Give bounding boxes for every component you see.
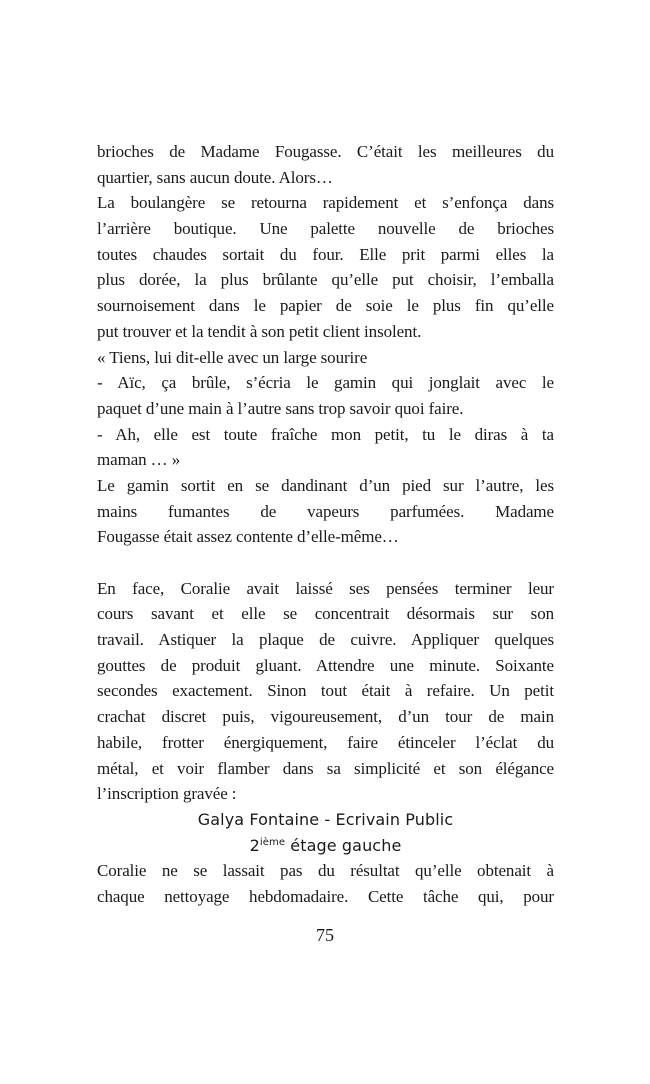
text-line: l’inscription gravée : xyxy=(97,784,237,804)
paragraph-part1 xyxy=(97,139,554,550)
plaque-floor-line xyxy=(97,833,554,859)
text-line: plus dorée, la plus brûlante qu’elle put choisir, l’emballa xyxy=(97,270,554,290)
text-line: Le gamin sortit en se dandinant d’un pied sur l’autre, les xyxy=(97,475,554,495)
text-line: travail. Astiquer la plaque de cuivre. Appliquer quelques xyxy=(97,630,554,650)
text-line: Coralie ne se lassait pas du résultat qu’elle obtenait à xyxy=(97,861,554,881)
page-body xyxy=(97,139,554,910)
text-line: secondes exactement. Sinon tout était à refaire. Un petit xyxy=(97,681,554,701)
plaque-floor-text: étage gauche xyxy=(285,835,402,855)
text-line: « Tiens, lui dit-elle avec un large sourire xyxy=(97,347,368,367)
engraved-plaque-inscription xyxy=(97,807,554,858)
paragraph-part2 xyxy=(97,576,554,807)
text-line: chaque nettoyage hebdomadaire. Cette tâche qui, pour xyxy=(97,886,554,906)
paragraph-gap xyxy=(97,550,554,576)
paragraph-part3 xyxy=(97,858,554,909)
text-line: mains fumantes de vapeurs parfumées. Madame xyxy=(97,501,554,521)
text-line: put trouver et la tendit à son petit client insolent. xyxy=(97,321,422,341)
text-line: cours savant et elle se concentrait désormais sur son xyxy=(97,604,554,624)
text-line: - Ah, elle est toute fraîche mon petit, tu le diras à ta xyxy=(97,424,554,444)
text-line: brioches de Madame Fougasse. C’était les meilleures du xyxy=(97,142,554,161)
text-line: - Aïc, ça brûle, s’écria le gamin qui jonglait avec le xyxy=(97,373,554,393)
text-line: Fougasse était assez contente d’elle-même… xyxy=(97,527,399,547)
text-line: sournoisement dans le papier de soie le plus fin qu’elle xyxy=(97,296,554,316)
text-line: l’arrière boutique. Une palette nouvelle de brioches xyxy=(97,219,554,239)
text-line: paquet d’une main à l’autre sans trop savoir quoi faire. xyxy=(97,398,464,418)
text-line: gouttes de produit gluant. Attendre une minute. Soixante xyxy=(97,655,554,675)
page-number: 75 xyxy=(316,925,334,945)
text-line: En face, Coralie avait laissé ses pensées terminer leur xyxy=(97,578,554,598)
text-line: habile, frotter énergiquement, faire étinceler l’éclat du xyxy=(97,732,554,752)
plaque-floor-superscript: ième xyxy=(259,836,286,848)
plaque-name-line: Galya Fontaine - Ecrivain Public xyxy=(197,809,454,829)
text-line: toutes chaudes sortait du four. Elle prit parmi elles la xyxy=(97,244,554,264)
text-line: métal, et voir flamber dans sa simplicité et son élégance xyxy=(97,758,554,778)
text-line: La boulangère se retourna rapidement et s’enfonça dans xyxy=(97,193,554,213)
text-line: quartier, sans aucun doute. Alors… xyxy=(97,167,333,187)
text-line: maman … » xyxy=(97,450,181,470)
text-line: crachat discret puis, vigoureusement, d’un tour de main xyxy=(97,707,554,727)
plaque-floor-number: 2 xyxy=(249,835,260,855)
